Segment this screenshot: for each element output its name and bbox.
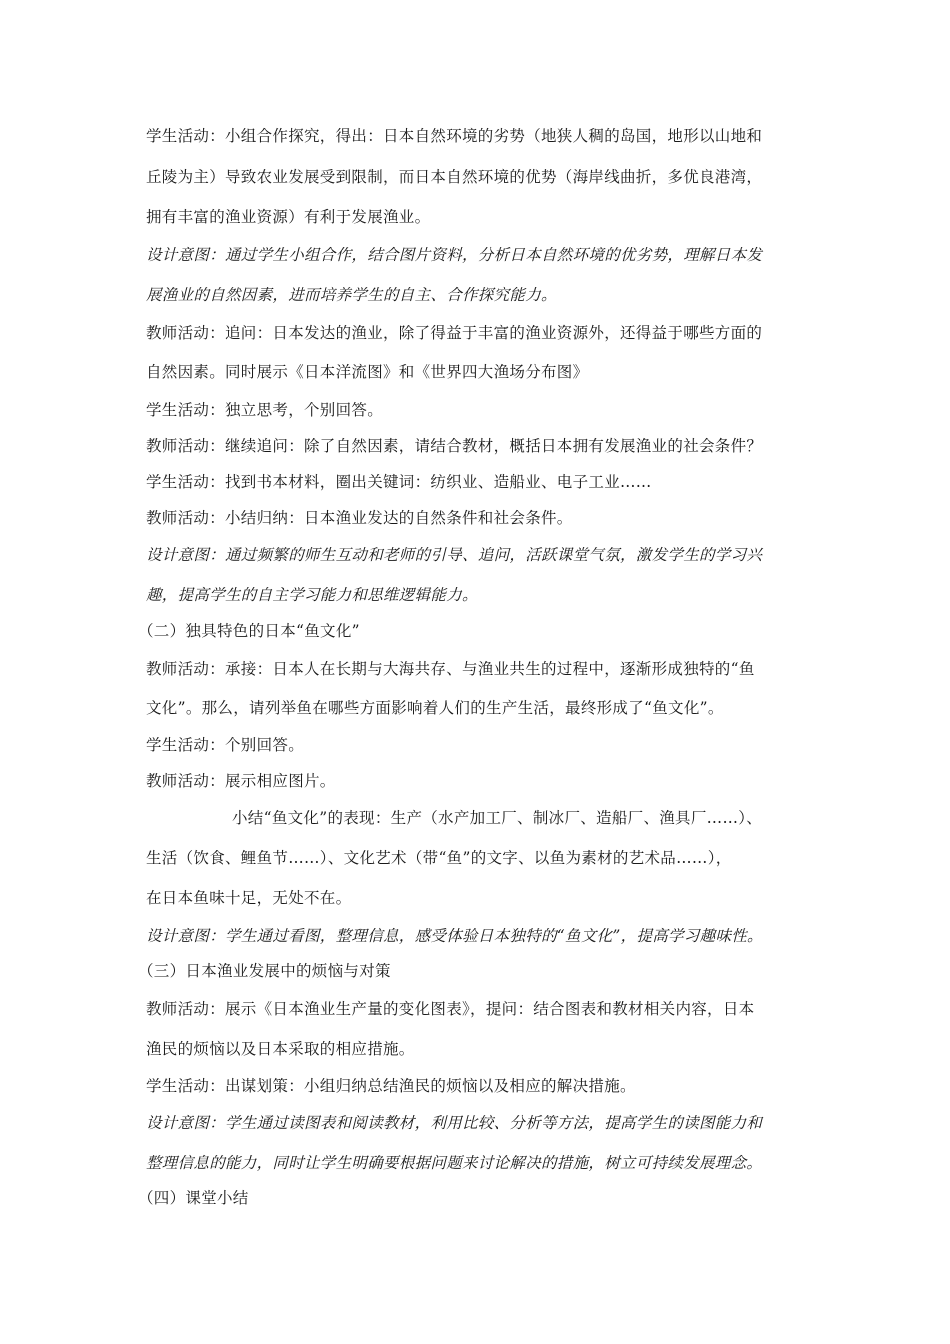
paragraph-line: 拥有丰富的渔业资源）有利于发展渔业。 bbox=[146, 208, 431, 226]
design-intent-line: 整理信息的能力，同时让学生明确要根据问题来讨论解决的措施，树立可持续发展理念。 bbox=[146, 1154, 763, 1172]
section-heading: （二）独具特色的日本“鱼文化” bbox=[138, 622, 360, 640]
paragraph-line: 学生活动：小组合作探究，得出：日本自然环境的劣势（地狭人稠的岛国，地形以山地和 bbox=[146, 127, 763, 145]
paragraph-line: 丘陵为主）导致农业发展受到限制，而日本自然环境的优势（海岸线曲折，多优良港湾， bbox=[146, 168, 763, 186]
paragraph-line: 教师活动：展示《日本渔业生产量的变化图表》，提问：结合图表和教材相关内容，日本 bbox=[146, 1000, 755, 1018]
paragraph-line: 教师活动：承接：日本人在长期与大海共存、与渔业共生的过程中，逐渐形成独特的“鱼 bbox=[146, 660, 755, 678]
section-heading: （三）日本渔业发展中的烦恼与对策 bbox=[138, 962, 391, 980]
paragraph-line: 文化”。那么，请列举鱼在哪些方面影响着人们的生产生活，最终形成了“鱼文化”。 bbox=[146, 699, 724, 717]
paragraph-line: 生活（饮食、鲤鱼节……）、文化艺术（带“鱼”的文字、以鱼为素材的艺术品……）， bbox=[146, 849, 732, 867]
paragraph-line: 学生活动：个别回答。 bbox=[146, 736, 305, 754]
summary-line: 小结“鱼文化”的表现：生产（水产加工厂、制冰厂、造船厂、渔具厂……）、 bbox=[232, 809, 763, 827]
paragraph-line: 自然因素。同时展示《日本洋流图》和《世界四大渔场分布图》 bbox=[146, 363, 589, 381]
paragraph-line: 学生活动：独立思考，个别回答。 bbox=[146, 401, 384, 419]
paragraph-line: 教师活动：追问：日本发达的渔业，除了得益于丰富的渔业资源外，还得益于哪些方面的 bbox=[146, 324, 763, 342]
paragraph-line: 渔民的烦恼以及日本采取的相应措施。 bbox=[146, 1040, 415, 1058]
paragraph-line: 教师活动：小结归纳：日本渔业发达的自然条件和社会条件。 bbox=[146, 509, 573, 527]
design-intent-line: 趣，提高学生的自主学习能力和思维逻辑能力。 bbox=[146, 586, 478, 604]
design-intent-line: 设计意图：学生通过看图，整理信息，感受体验日本独特的“鱼文化”，提高学习趣味性。 bbox=[146, 927, 763, 945]
section-heading: （四）课堂小结 bbox=[138, 1189, 249, 1207]
design-intent-line: 设计意图：通过频繁的师生互动和老师的引导、追问，活跃课堂气氛，激发学生的学习兴 bbox=[146, 546, 763, 564]
design-intent-line: 设计意图：学生通过读图表和阅读教材，利用比较、分析等方法，提高学生的读图能力和 bbox=[146, 1114, 763, 1132]
paragraph-line: 教师活动：展示相应图片。 bbox=[146, 772, 336, 790]
paragraph-line: 教师活动：继续追问：除了自然因素，请结合教材，概括日本拥有发展渔业的社会条件？ bbox=[146, 437, 763, 455]
paragraph-line: 学生活动：找到书本材料，圈出关键词：纺织业、造船业、电子工业…… bbox=[146, 473, 652, 491]
design-intent-line: 设计意图：通过学生小组合作，结合图片资料，分析日本自然环境的优劣势，理解日本发 bbox=[146, 246, 763, 264]
paragraph-line: 在日本鱼味十足，无处不在。 bbox=[146, 889, 352, 907]
paragraph-line: 学生活动：出谋划策：小组归纳总结渔民的烦恼以及相应的解决措施。 bbox=[146, 1077, 636, 1095]
design-intent-line: 展渔业的自然因素，进而培养学生的自主、合作探究能力。 bbox=[146, 286, 557, 304]
